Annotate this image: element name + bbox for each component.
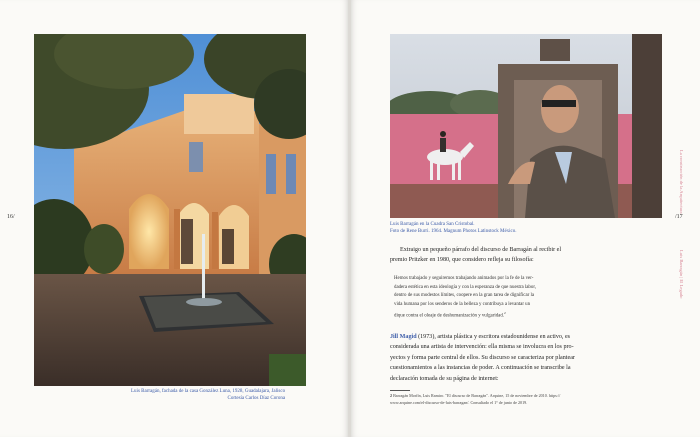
right-photo-caption bbox=[390, 222, 517, 235]
magid-line-3: yectos y forma parte central de ellos. Su discurso se caracteriza por plantear bbox=[390, 354, 575, 361]
quote-line-4: vida humana por los senderos de la belleza y contribuya a levantar un bbox=[394, 301, 531, 307]
magid-line-5: declaración tomada de su página de internet: bbox=[390, 375, 499, 382]
left-caption-line-2: Cortesía Carlos Díaz Corona bbox=[227, 395, 286, 401]
running-head-inner: La construcción de la Arquitectura bbox=[679, 150, 684, 214]
barragan-portrait-photo bbox=[390, 34, 662, 218]
magid-line-2: considerada una artista de intervención: ella misma se involucra en los pro- bbox=[390, 344, 574, 351]
right-caption-line-1: Luis Barragán en la Cuadra San Cristobal. bbox=[390, 222, 475, 227]
magid-line-4: cuestionamientos a las instancias de poder. A continuación se transcribe la bbox=[390, 365, 571, 372]
footnote-line-2: www.arquine.com/el-discurso-de-luis-barragan/. Consultado el 1° de junio de 2019. bbox=[390, 399, 528, 405]
barragan-portrait-illustration bbox=[390, 34, 662, 218]
running-head-outer: Luis Barragán | El Legado bbox=[679, 250, 684, 299]
left-folio: 16/ bbox=[7, 214, 15, 220]
quote-last-line: dique contra el oleaje de deshumanización y vulgaridad. bbox=[394, 314, 504, 319]
quote-line-3: dentro de sus modestos límites, coopere en la gran tarea de dignificar la bbox=[394, 293, 535, 299]
magid-line-1 bbox=[390, 332, 672, 342]
book-gutter bbox=[348, 0, 351, 437]
artist-name: Jill Magid bbox=[390, 334, 417, 340]
quote-footnote-ref[interactable]: 2 bbox=[504, 311, 506, 316]
left-photo-caption bbox=[131, 389, 285, 402]
footnote-line-1 bbox=[390, 393, 560, 400]
right-folio: /17 bbox=[675, 214, 683, 220]
intro-line-1: Extraigo un pequeño párrafo del discurso de Barragán al recibir el bbox=[400, 247, 562, 253]
footnote-number: 2 bbox=[390, 393, 393, 398]
footnote bbox=[390, 393, 560, 406]
footnote-line-1-text: Barragán Morfín, Luis Ramiro. "El discurso de Barragán". Arquine, 15 de noviembre de 2010. https:// bbox=[392, 393, 561, 398]
courtyard-photo bbox=[34, 34, 306, 386]
magid-line-1-text: (1973), artista plástica y escritora estadounidense en activo, es bbox=[416, 334, 571, 340]
pritzker-quote bbox=[394, 275, 670, 322]
intro-line-2: premio Pritzker en 1980, que considero refleja su filosofía: bbox=[390, 257, 534, 264]
courtyard-photo-illustration bbox=[34, 34, 306, 386]
left-caption-line-1: Luis Barragán, fachada de la casa González Luna, 1928, Guadalajara, Jalisco bbox=[131, 389, 286, 394]
quote-line-2: dadera estética en esta ideología y con la esperanza de que nuestra labor, bbox=[394, 284, 536, 290]
right-caption-line-2: Foto de Rene Burri. 1964. Magnum Photos Latinstock México. bbox=[390, 228, 517, 234]
magid-paragraph bbox=[390, 332, 672, 384]
quote-line-5 bbox=[394, 309, 670, 321]
quote-line-1: Hemos trabajado y seguiremos trabajando animados por la fe de la ver- bbox=[394, 276, 534, 281]
footnote-rule bbox=[390, 390, 410, 391]
intro-paragraph bbox=[390, 245, 672, 266]
